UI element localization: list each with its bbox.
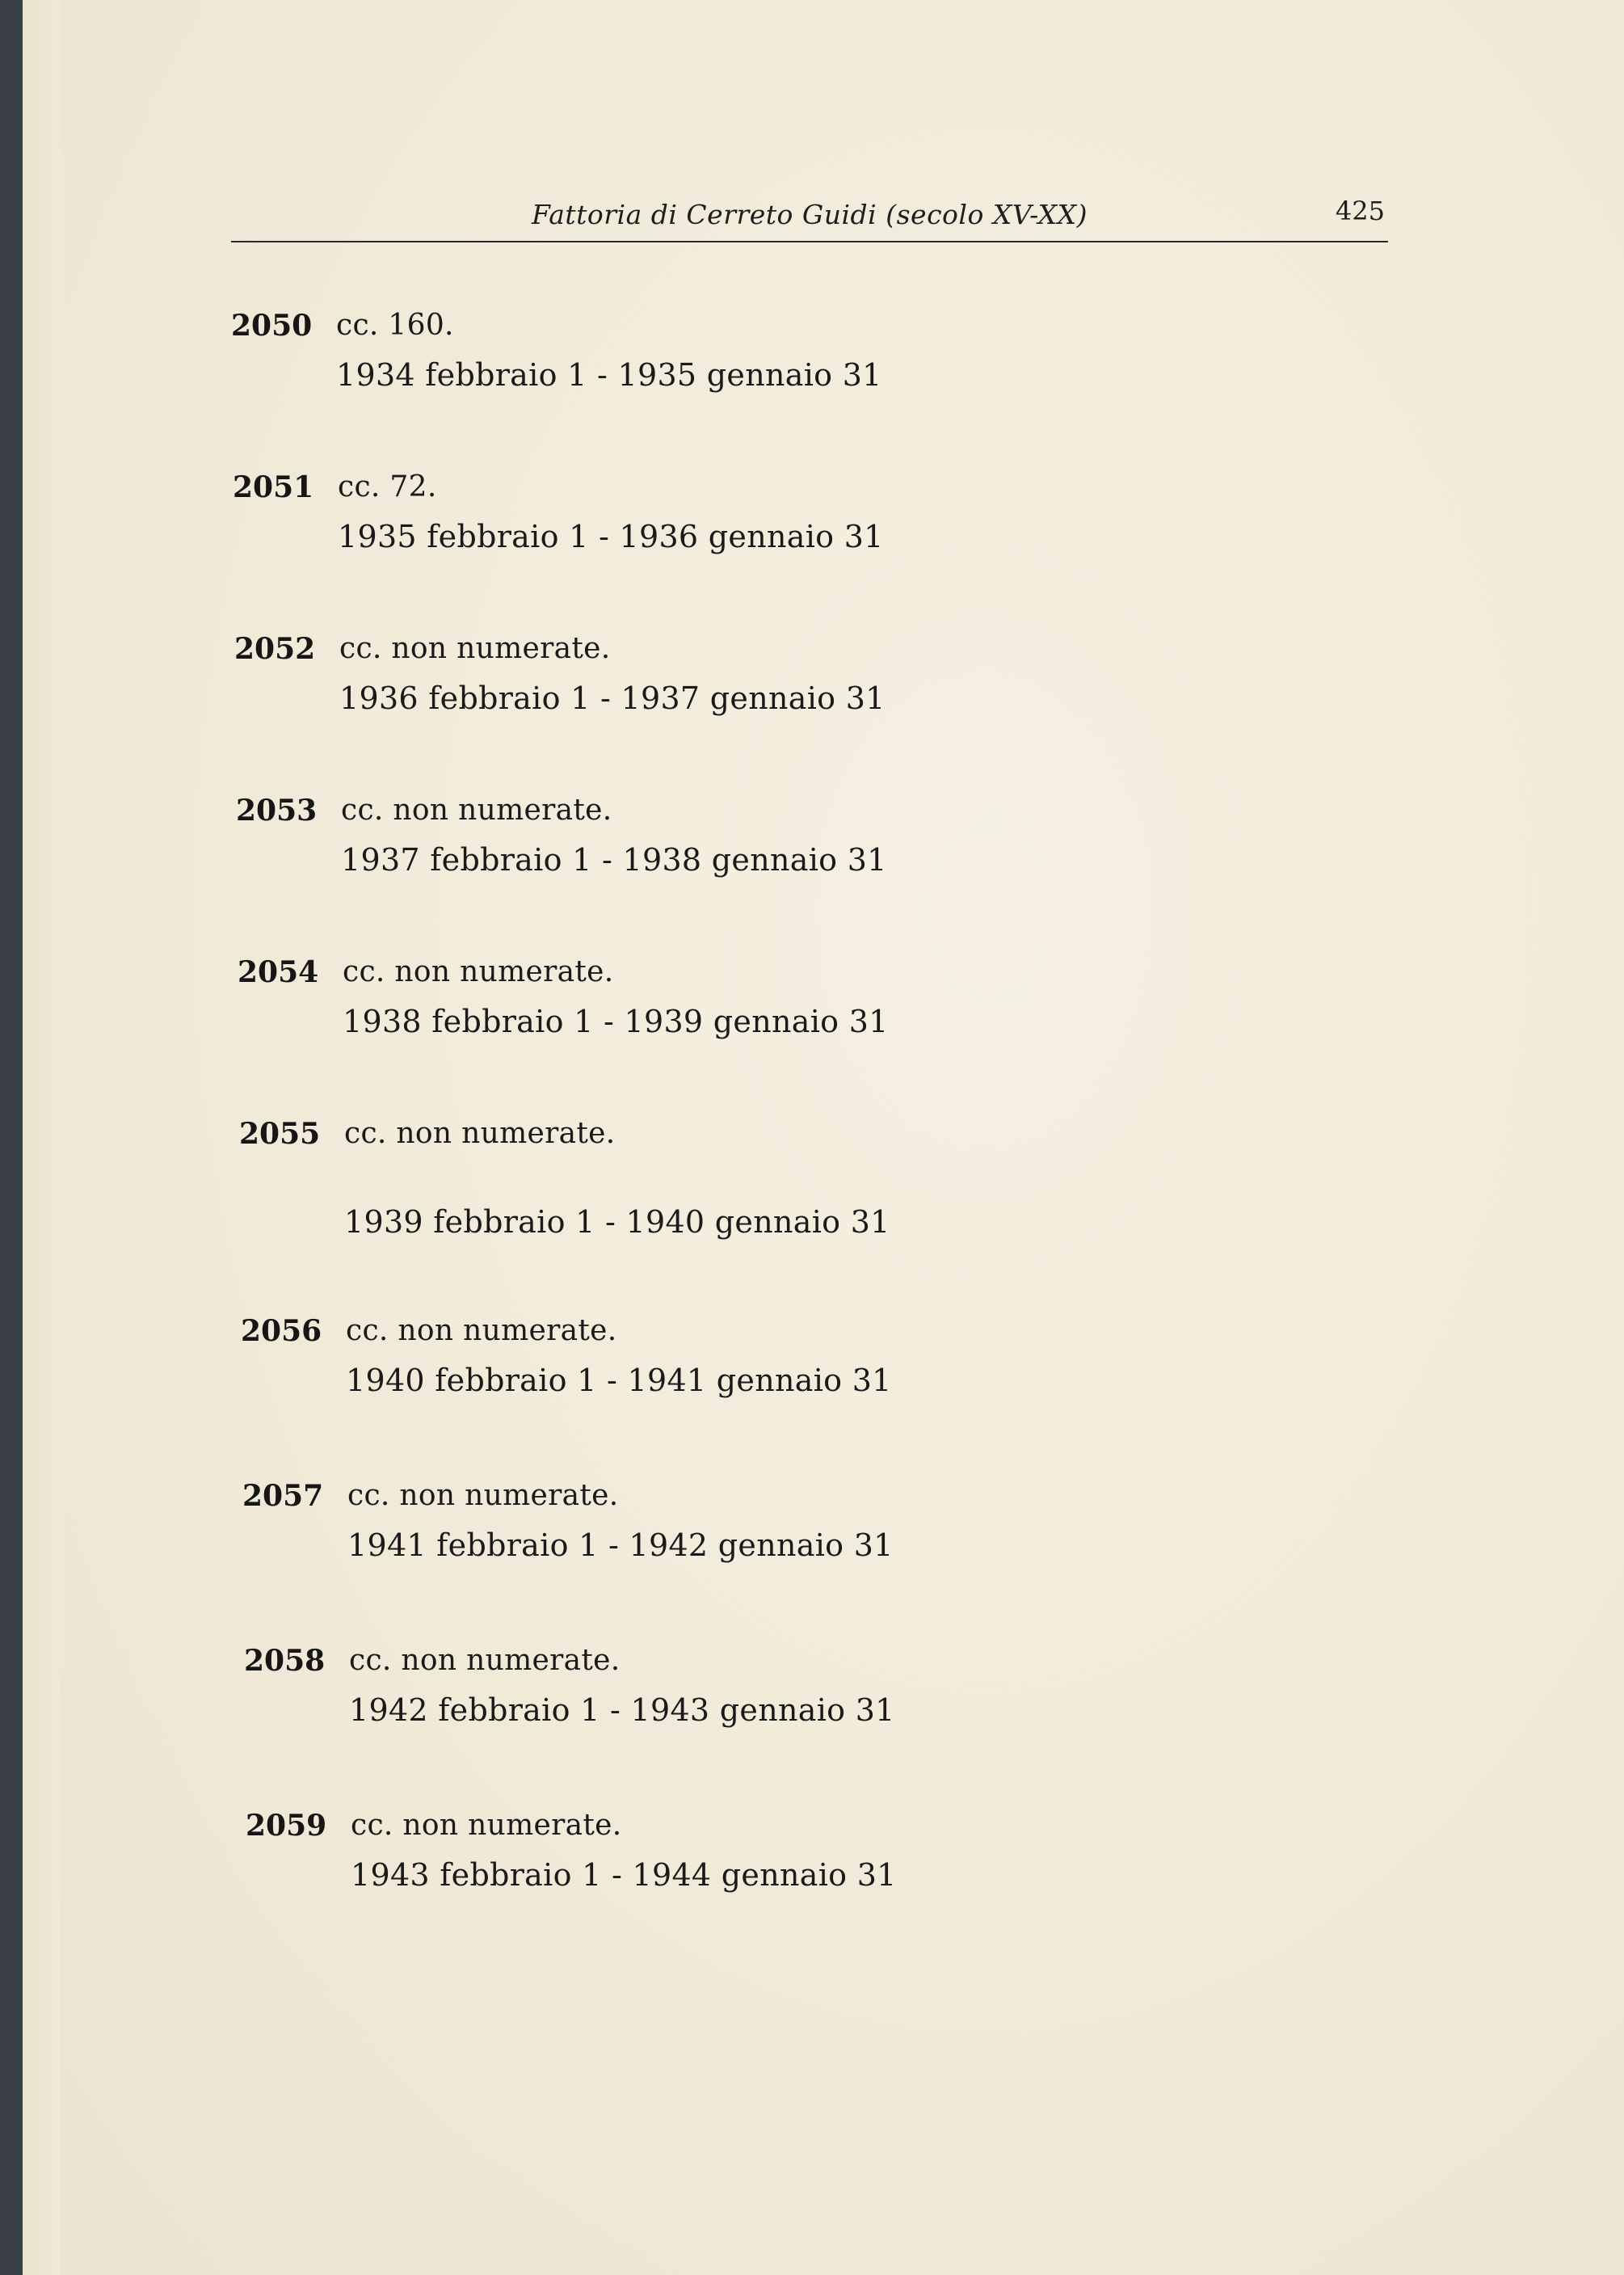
catalog-entry — [242, 1479, 1050, 1600]
catalog-entry — [246, 1809, 1054, 1930]
entry-dates: 1942 febbraio 1 - 1943 gennaio 31 — [349, 1692, 895, 1728]
page-header — [231, 192, 1388, 242]
entry-dates: 1941 febbraio 1 - 1942 gennaio 31 — [347, 1527, 894, 1563]
entry-dates: 1939 febbraio 1 - 1940 gennaio 31 — [344, 1204, 890, 1240]
catalog-entry — [238, 955, 1046, 1076]
catalog-entry — [236, 794, 1044, 915]
entry-description: cc. non numerate. — [351, 1809, 622, 1842]
entry-dates: 1934 febbraio 1 - 1935 gennaio 31 — [336, 357, 882, 393]
entry-dates: 1935 febbraio 1 - 1936 gennaio 31 — [338, 519, 884, 554]
entry-dates: 1940 febbraio 1 - 1941 gennaio 31 — [346, 1363, 892, 1398]
entry-number: 2059 — [246, 1809, 327, 1843]
entry-dates: 1943 febbraio 1 - 1944 gennaio 31 — [351, 1857, 897, 1893]
catalog-entry — [239, 1117, 1047, 1238]
entry-description: cc. non numerate. — [343, 955, 614, 988]
entry-description: cc. non numerate. — [341, 794, 612, 827]
entry-description: cc. non numerate. — [339, 632, 611, 665]
entry-number: 2057 — [242, 1479, 324, 1513]
entry-description: cc. non numerate. — [349, 1644, 621, 1677]
entry-number: 2050 — [231, 309, 313, 343]
entry-description: cc. non numerate. — [346, 1314, 617, 1347]
entry-description: cc. non numerate. — [347, 1479, 619, 1512]
catalog-entry — [231, 309, 1039, 430]
entry-dates: 1938 febbraio 1 - 1939 gennaio 31 — [343, 1004, 889, 1039]
book-page — [23, 0, 1624, 2275]
page-spine-shadow — [23, 0, 60, 2275]
entry-number: 2053 — [236, 794, 318, 828]
entry-description: cc. 160. — [336, 309, 454, 342]
entry-number: 2058 — [244, 1644, 326, 1678]
entry-dates: 1936 febbraio 1 - 1937 gennaio 31 — [339, 680, 886, 716]
page-number: 425 — [1335, 196, 1385, 226]
entry-number: 2056 — [241, 1314, 322, 1348]
running-title: Fattoria di Cerreto Guidi (secolo XV-XX) — [532, 199, 1088, 230]
entry-number: 2052 — [234, 632, 316, 666]
entry-description: cc. 72. — [338, 470, 437, 503]
entry-number: 2055 — [239, 1117, 321, 1151]
catalog-entry — [233, 470, 1041, 592]
entry-number: 2051 — [233, 470, 314, 504]
catalog-entry — [234, 632, 1042, 753]
catalog-entry — [244, 1644, 1052, 1765]
entry-dates: 1937 febbraio 1 - 1938 gennaio 31 — [341, 842, 887, 878]
entry-description: cc. non numerate. — [344, 1117, 616, 1150]
catalog-entry — [241, 1314, 1049, 1435]
entry-number: 2054 — [238, 955, 319, 989]
